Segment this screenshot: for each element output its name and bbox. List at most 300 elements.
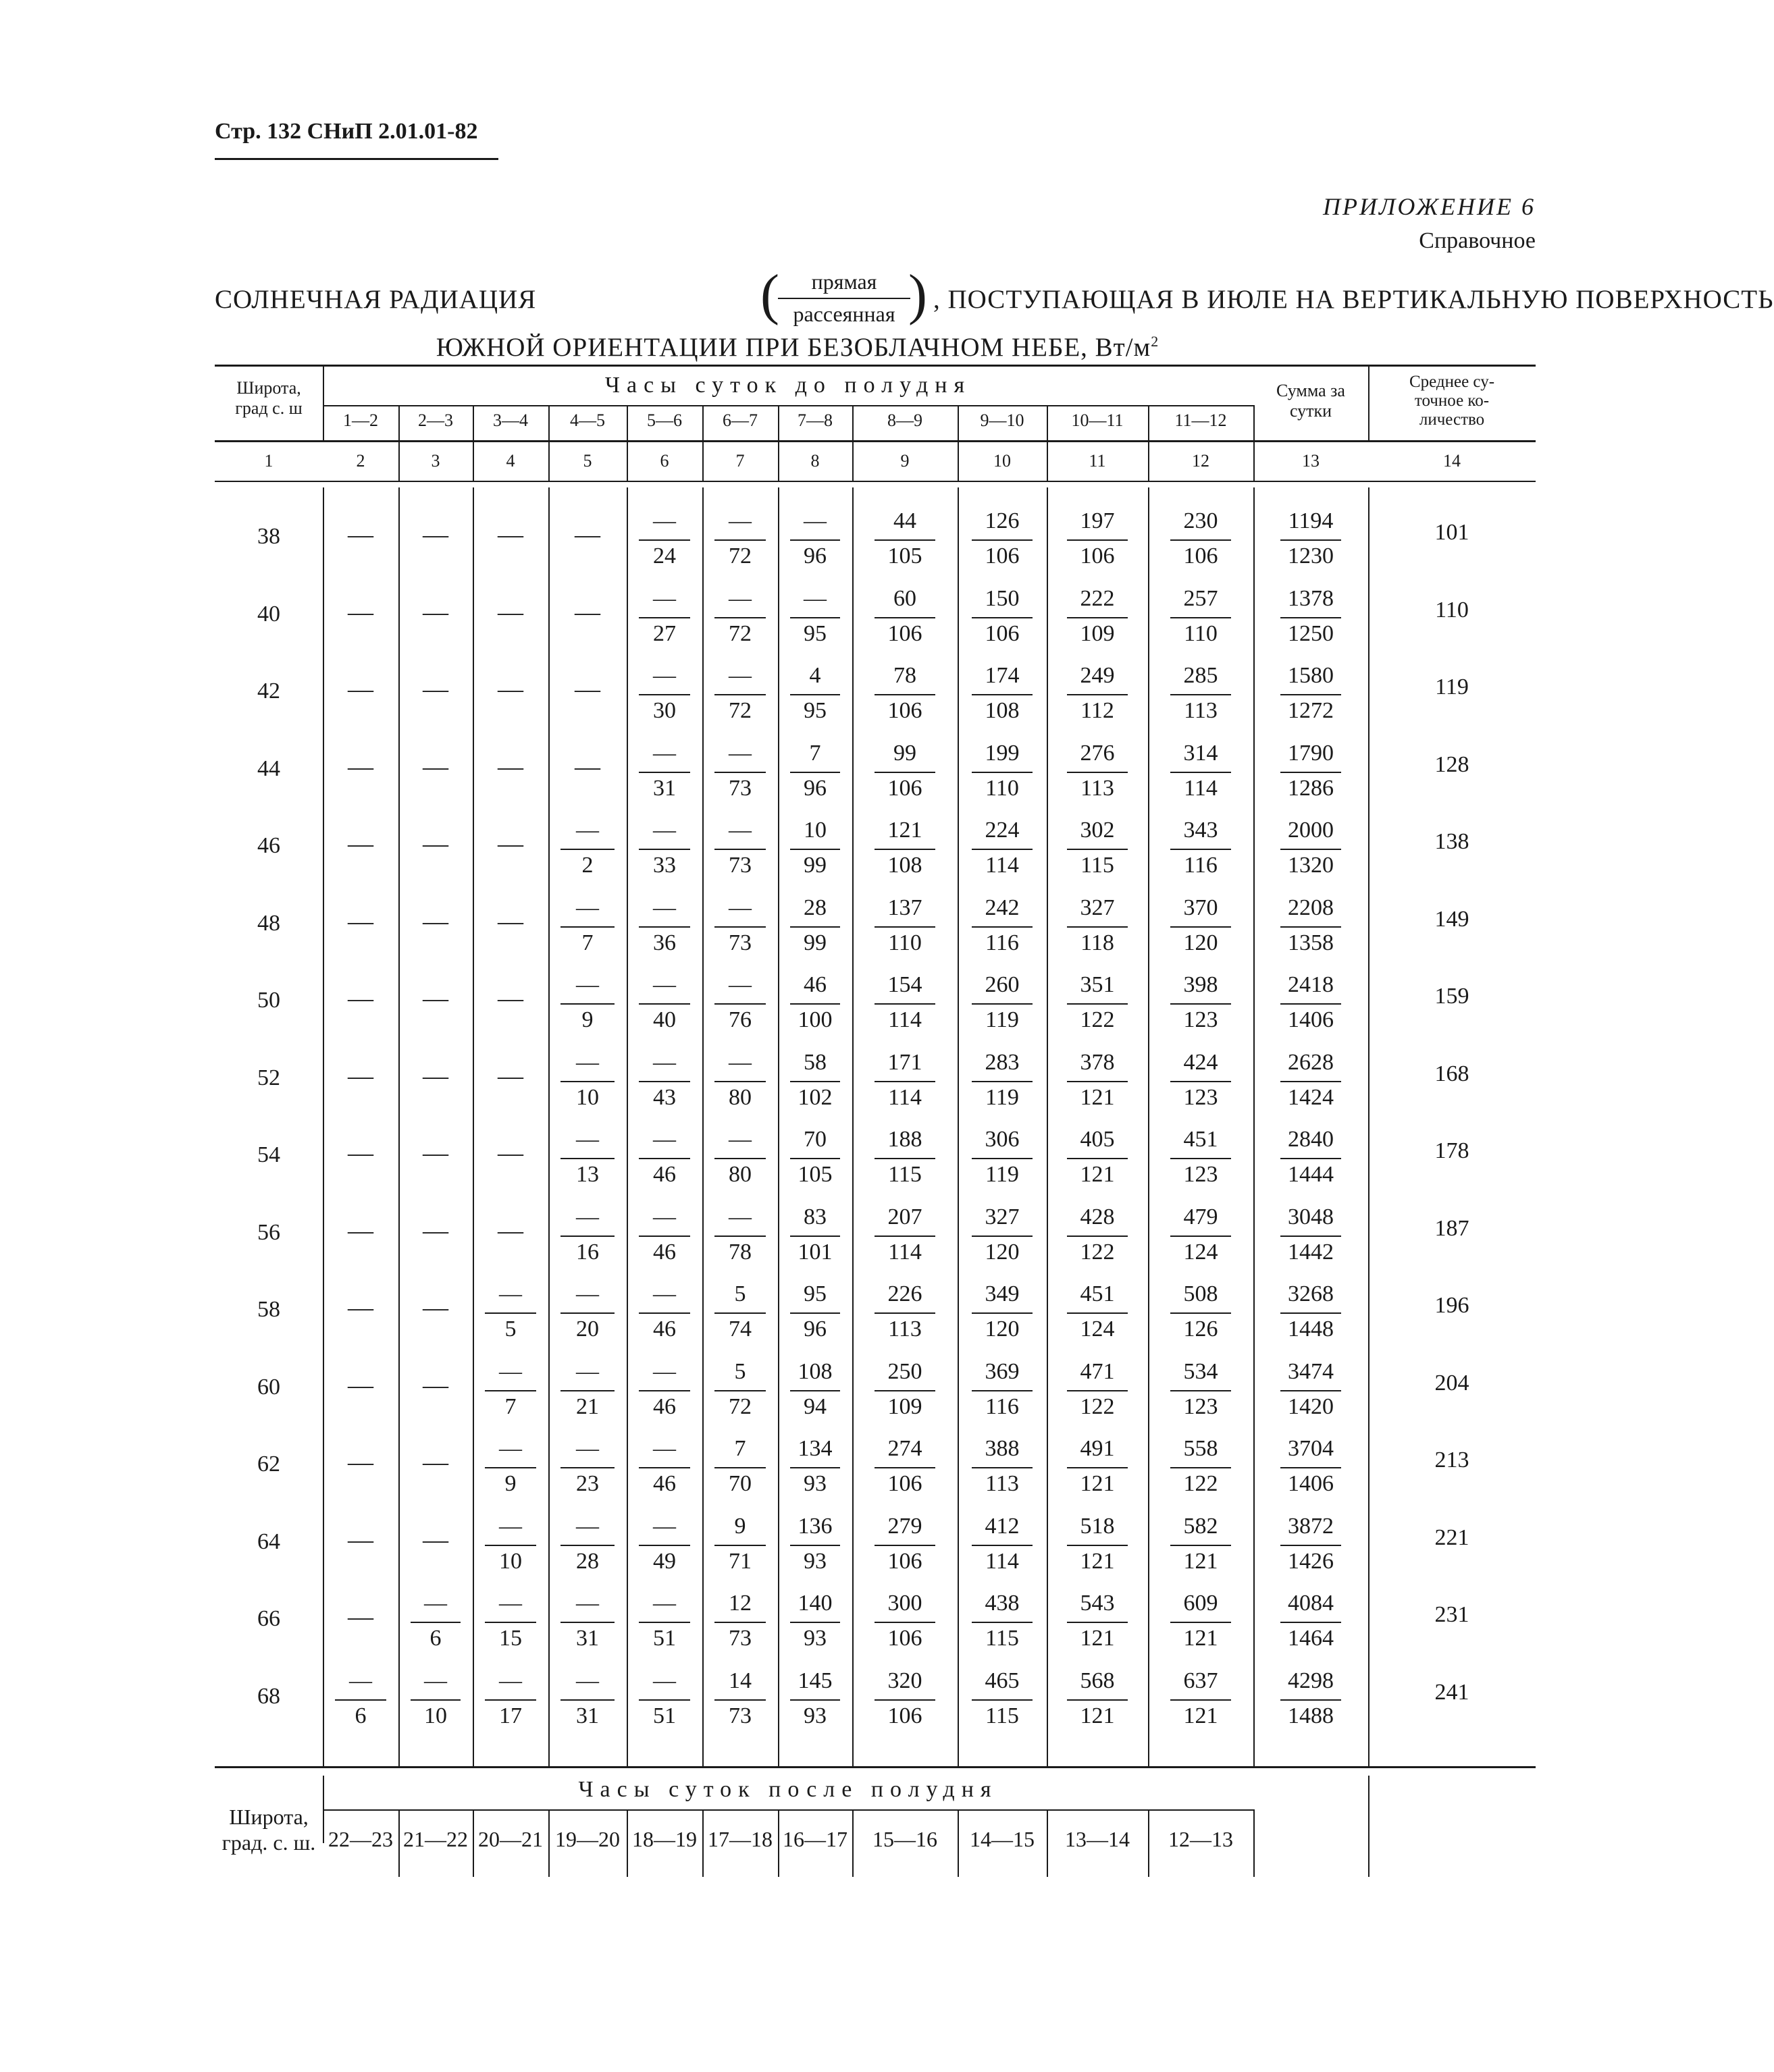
row-daily-average: 168 bbox=[1434, 1061, 1469, 1086]
direct-radiation-value: 609 bbox=[1183, 1591, 1218, 1616]
empty-value-dash: — bbox=[348, 1062, 373, 1090]
fraction-cell bbox=[1148, 1668, 1253, 1749]
fraction-cell bbox=[702, 1204, 778, 1285]
empty-value-dash: — bbox=[498, 1217, 523, 1245]
diffuse-radiation-value: 110 bbox=[985, 776, 1019, 801]
direct-radiation-value: 370 bbox=[1183, 895, 1218, 920]
fraction-cell bbox=[627, 1358, 702, 1439]
diffuse-radiation-value: 121 bbox=[1183, 1549, 1218, 1574]
footer-latitude-header-line: град. с. ш. bbox=[221, 1830, 316, 1855]
diffuse-radiation-value: 96 bbox=[804, 543, 827, 568]
fraction-line bbox=[972, 617, 1033, 618]
fraction-cell bbox=[1047, 1204, 1148, 1285]
fraction-line bbox=[1067, 694, 1128, 695]
fraction-cell bbox=[1253, 1513, 1368, 1594]
diffuse-radiation-value: 33 bbox=[653, 853, 676, 878]
direct-radiation-value: 257 bbox=[1183, 586, 1218, 611]
fraction-cell bbox=[548, 1435, 627, 1516]
table-bottom-rule bbox=[215, 1766, 1536, 1768]
diffuse-radiation-value: 109 bbox=[887, 1394, 922, 1419]
fraction-cell bbox=[1148, 1590, 1253, 1671]
direct-radiation-value: 451 bbox=[1183, 1127, 1218, 1152]
fraction-cell bbox=[852, 585, 958, 666]
direct-radiation-value: — bbox=[653, 818, 676, 843]
empty-value-dash: — bbox=[348, 984, 373, 1013]
direct-radiation-value: 145 bbox=[798, 1668, 833, 1693]
fraction-cell bbox=[852, 1049, 958, 1130]
row-daily-average: 149 bbox=[1434, 907, 1469, 932]
fraction-cell bbox=[702, 662, 778, 743]
diffuse-radiation-value: 46 bbox=[653, 1240, 676, 1265]
fraction-line bbox=[714, 1390, 766, 1391]
direct-radiation-value: 534 bbox=[1183, 1359, 1218, 1384]
diffuse-radiation-value: 99 bbox=[804, 930, 827, 955]
empty-value-dash: — bbox=[348, 1371, 373, 1400]
column-number: 1 bbox=[264, 451, 273, 471]
fraction-cell bbox=[1253, 740, 1368, 821]
empty-value-dash: — bbox=[423, 521, 448, 549]
diffuse-radiation-value: 114 bbox=[888, 1085, 922, 1110]
fraction-cell bbox=[627, 1513, 702, 1594]
direct-radiation-value: 7 bbox=[809, 741, 821, 766]
fraction-cell bbox=[702, 1281, 778, 1362]
fraction-cell bbox=[1047, 1513, 1148, 1594]
diffuse-radiation-value: 94 bbox=[804, 1394, 827, 1419]
diffuse-radiation-value: 72 bbox=[729, 621, 752, 646]
direct-radiation-value: — bbox=[729, 741, 752, 766]
fraction-line bbox=[639, 1236, 690, 1237]
fraction-line bbox=[335, 1699, 386, 1701]
fraction-cell bbox=[958, 508, 1047, 589]
fraction-cell bbox=[323, 1668, 398, 1749]
fraction-line bbox=[560, 1699, 615, 1701]
fraction-cell bbox=[852, 817, 958, 898]
direct-radiation-value: — bbox=[424, 1668, 447, 1693]
fraction-line bbox=[1067, 1003, 1128, 1005]
diffuse-radiation-value: 121 bbox=[1080, 1626, 1115, 1651]
direct-radiation-value: 518 bbox=[1080, 1514, 1115, 1539]
fraction-line bbox=[485, 1467, 536, 1468]
fraction-cell bbox=[852, 1204, 958, 1285]
diffuse-radiation-value: 21 bbox=[576, 1394, 599, 1419]
direct-radiation-value: 582 bbox=[1183, 1514, 1218, 1539]
fraction-cell bbox=[778, 1435, 852, 1516]
footer-hour-interval: 14—15 bbox=[970, 1827, 1035, 1851]
row-daily-average: 231 bbox=[1434, 1602, 1469, 1627]
footer-hour-interval: 15—16 bbox=[872, 1827, 937, 1851]
fraction-cell bbox=[778, 1590, 852, 1671]
row-daily-average: 138 bbox=[1434, 829, 1469, 854]
row-daily-average: 178 bbox=[1434, 1138, 1469, 1163]
fraction-cell bbox=[398, 1590, 473, 1671]
fraction-line bbox=[1280, 1158, 1341, 1159]
empty-value-dash: — bbox=[423, 1448, 448, 1477]
direct-radiation-value: — bbox=[499, 1436, 522, 1461]
fraction-line bbox=[714, 772, 766, 773]
hour-interval-header: 7—8 bbox=[798, 410, 833, 430]
fraction-cell bbox=[398, 1668, 473, 1749]
fraction-cell bbox=[1253, 662, 1368, 743]
diffuse-radiation-value: 123 bbox=[1183, 1394, 1218, 1419]
diffuse-radiation-value: 119 bbox=[985, 1162, 1019, 1187]
direct-radiation-value: 300 bbox=[887, 1591, 922, 1616]
diffuse-radiation-value: 116 bbox=[985, 1394, 1019, 1419]
fraction-line bbox=[639, 1312, 690, 1314]
fraction-cell bbox=[778, 895, 852, 976]
direct-radiation-value: — bbox=[576, 818, 599, 843]
direct-radiation-value: 306 bbox=[985, 1127, 1020, 1152]
fraction-line bbox=[790, 1003, 840, 1005]
diffuse-radiation-value: 126 bbox=[1183, 1317, 1218, 1342]
diffuse-radiation-value: 23 bbox=[576, 1471, 599, 1496]
direct-radiation-value: — bbox=[576, 1591, 599, 1616]
page-header: Стр. 132 СНиП 2.01.01-82 bbox=[215, 119, 478, 144]
diffuse-radiation-value: 74 bbox=[729, 1317, 752, 1342]
direct-radiation-value: — bbox=[576, 972, 599, 997]
fraction-cell bbox=[778, 1204, 852, 1285]
direct-radiation-value: — bbox=[576, 895, 599, 920]
diffuse-radiation-value: 101 bbox=[798, 1240, 833, 1265]
row-daily-average: 159 bbox=[1434, 984, 1469, 1009]
fraction-cell bbox=[1047, 1281, 1148, 1362]
column-number: 6 bbox=[660, 451, 669, 471]
direct-radiation-value: — bbox=[729, 818, 752, 843]
fraction-cell bbox=[1253, 817, 1368, 898]
direct-radiation-value: — bbox=[729, 586, 752, 611]
footer-hour-interval: 12—13 bbox=[1168, 1827, 1233, 1851]
fraction-line bbox=[790, 1699, 840, 1701]
fraction-cell bbox=[958, 1281, 1047, 1362]
fraction-line bbox=[639, 1003, 690, 1005]
table-title bbox=[215, 263, 1774, 334]
daily-average-header-line: точное ко- bbox=[1414, 392, 1490, 410]
fraction-line bbox=[790, 849, 840, 850]
fraction-cell bbox=[702, 508, 778, 589]
group-underline bbox=[323, 405, 1253, 406]
diffuse-radiation-value: 51 bbox=[653, 1626, 676, 1651]
column-number-rule bbox=[215, 481, 1536, 482]
empty-value-dash: — bbox=[498, 984, 523, 1013]
fraction-cell bbox=[627, 585, 702, 666]
diffuse-radiation-value: 122 bbox=[1080, 1394, 1115, 1419]
fraction-line bbox=[1280, 926, 1341, 928]
diffuse-radiation-value: 7 bbox=[504, 1394, 517, 1419]
fraction-cell bbox=[702, 1358, 778, 1439]
empty-value-dash: — bbox=[423, 1294, 448, 1322]
row-daily-average: 241 bbox=[1434, 1680, 1469, 1705]
fraction-cell bbox=[958, 585, 1047, 666]
fraction-line bbox=[1170, 1003, 1231, 1005]
daily-average-header bbox=[1368, 373, 1536, 429]
fraction-cell bbox=[1047, 895, 1148, 976]
empty-value-dash: — bbox=[348, 1526, 373, 1554]
direct-radiation-value: 279 bbox=[887, 1514, 922, 1539]
fraction-line bbox=[1067, 1390, 1128, 1391]
footer-hour-interval: 16—17 bbox=[783, 1827, 847, 1851]
fraction-line bbox=[560, 1236, 615, 1237]
diffuse-radiation-value: 106 bbox=[887, 1703, 922, 1728]
fraction-cell bbox=[1253, 895, 1368, 976]
fraction-line bbox=[790, 1236, 840, 1237]
fraction-line bbox=[1280, 1081, 1341, 1082]
fraction-cell bbox=[548, 1049, 627, 1130]
direct-radiation-value: 197 bbox=[1080, 508, 1115, 533]
direct-radiation-value: 388 bbox=[985, 1436, 1020, 1461]
direct-radiation-value: 276 bbox=[1080, 741, 1115, 766]
diffuse-radiation-value: 106 bbox=[985, 543, 1020, 568]
fraction-line bbox=[1170, 1236, 1231, 1237]
diffuse-radiation-value: 73 bbox=[729, 853, 752, 878]
fraction-cell bbox=[548, 972, 627, 1053]
direct-radiation-value: — bbox=[653, 1668, 676, 1693]
direct-radiation-value: 424 bbox=[1183, 1050, 1218, 1075]
direct-radiation-value: 140 bbox=[798, 1591, 833, 1616]
empty-value-dash: — bbox=[348, 1217, 373, 1245]
direct-radiation-value: — bbox=[729, 508, 752, 533]
direct-radiation-value: 4084 bbox=[1288, 1591, 1334, 1616]
diffuse-radiation-value: 1426 bbox=[1288, 1549, 1334, 1574]
diffuse-radiation-value: 31 bbox=[576, 1703, 599, 1728]
row-latitude: 46 bbox=[257, 833, 280, 858]
diffuse-radiation-value: 28 bbox=[576, 1549, 599, 1574]
diffuse-radiation-value: 100 bbox=[798, 1007, 833, 1032]
fraction-line bbox=[714, 617, 766, 618]
footer-latitude-header-line: Широта, bbox=[229, 1805, 309, 1829]
direct-radiation-value: 465 bbox=[985, 1668, 1020, 1693]
hour-interval-header: 4—5 bbox=[570, 410, 605, 430]
direct-radiation-value: 1378 bbox=[1288, 586, 1334, 611]
column-number: 10 bbox=[993, 451, 1011, 471]
empty-value-dash: — bbox=[423, 1062, 448, 1090]
direct-radiation-value: — bbox=[653, 741, 676, 766]
direct-radiation-value: 9 bbox=[734, 1514, 746, 1539]
fraction-cell bbox=[702, 740, 778, 821]
diffuse-radiation-value: 115 bbox=[985, 1703, 1019, 1728]
direct-radiation-value: — bbox=[653, 1281, 676, 1306]
direct-radiation-value: — bbox=[729, 895, 752, 920]
row-daily-average: 213 bbox=[1434, 1447, 1469, 1472]
fraction-cell bbox=[1148, 1281, 1253, 1362]
row-latitude: 40 bbox=[257, 602, 280, 627]
fraction-line bbox=[639, 539, 690, 541]
fraction-line bbox=[1280, 1467, 1341, 1468]
footer-hour-interval: 21—22 bbox=[403, 1827, 468, 1851]
diffuse-radiation-value: 106 bbox=[887, 1626, 922, 1651]
fraction-cell bbox=[1148, 508, 1253, 589]
diffuse-radiation-value: 49 bbox=[653, 1549, 676, 1574]
diffuse-radiation-value: 51 bbox=[653, 1703, 676, 1728]
direct-radiation-value: 4 bbox=[809, 663, 821, 688]
fraction-cell bbox=[548, 895, 627, 976]
direct-radiation-value: — bbox=[729, 1050, 752, 1075]
direct-radiation-value: 451 bbox=[1080, 1281, 1115, 1306]
diffuse-radiation-value: 106 bbox=[887, 776, 922, 801]
row-daily-average: 204 bbox=[1434, 1371, 1469, 1396]
fraction-cell bbox=[627, 1204, 702, 1285]
direct-radiation-value: 126 bbox=[985, 508, 1020, 533]
direct-radiation-value: 121 bbox=[887, 818, 922, 843]
row-latitude: 66 bbox=[257, 1606, 280, 1631]
fraction-cell bbox=[778, 1049, 852, 1130]
fraction-line bbox=[1067, 772, 1128, 773]
reference-label: Справочное bbox=[1419, 228, 1536, 253]
diffuse-radiation-value: 73 bbox=[729, 1703, 752, 1728]
row-latitude: 38 bbox=[257, 524, 280, 549]
fraction-line bbox=[714, 1081, 766, 1082]
diffuse-radiation-value: 108 bbox=[887, 853, 922, 878]
fraction-cell bbox=[1148, 740, 1253, 821]
diffuse-radiation-value: 115 bbox=[1080, 853, 1114, 878]
fraction-line bbox=[875, 539, 935, 541]
direct-radiation-value: 327 bbox=[1080, 895, 1115, 920]
fraction-line bbox=[1170, 539, 1231, 541]
direct-radiation-value: 491 bbox=[1080, 1436, 1115, 1461]
header-rule bbox=[215, 158, 498, 160]
fraction-line bbox=[875, 1622, 935, 1623]
fraction-cell bbox=[778, 1358, 852, 1439]
diffuse-radiation-value: 1320 bbox=[1288, 853, 1334, 878]
empty-value-dash: — bbox=[423, 907, 448, 936]
diffuse-radiation-value: 114 bbox=[888, 1007, 922, 1032]
fraction-line bbox=[875, 694, 935, 695]
fraction-cell bbox=[627, 1281, 702, 1362]
fraction-line bbox=[714, 1545, 766, 1546]
fraction-line bbox=[790, 694, 840, 695]
fraction-line bbox=[1170, 1699, 1231, 1701]
title-fraction bbox=[760, 263, 928, 334]
direct-radiation-value: — bbox=[499, 1668, 522, 1693]
fraction-numerator: прямая bbox=[811, 269, 877, 294]
fraction-line bbox=[972, 849, 1033, 850]
direct-radiation-value: 2628 bbox=[1288, 1050, 1334, 1075]
row-daily-average: 196 bbox=[1434, 1293, 1469, 1318]
daily-average-header-line: личество bbox=[1419, 410, 1485, 429]
fraction-cell bbox=[958, 1358, 1047, 1439]
fraction-line bbox=[1280, 1699, 1341, 1701]
empty-value-dash: — bbox=[348, 907, 373, 936]
diffuse-radiation-value: 106 bbox=[887, 621, 922, 646]
fraction-cell bbox=[1253, 972, 1368, 1053]
direct-radiation-value: 250 bbox=[887, 1359, 922, 1384]
fraction-line bbox=[790, 539, 840, 541]
column-number: 8 bbox=[810, 451, 820, 471]
fraction-cell bbox=[1253, 1435, 1368, 1516]
diffuse-radiation-value: 46 bbox=[653, 1317, 676, 1342]
empty-value-dash: — bbox=[423, 1526, 448, 1554]
row-latitude: 68 bbox=[257, 1684, 280, 1709]
diffuse-radiation-value: 93 bbox=[804, 1703, 827, 1728]
direct-radiation-value: — bbox=[804, 508, 827, 533]
fraction-cell bbox=[1253, 585, 1368, 666]
fraction-line bbox=[714, 1622, 766, 1623]
fraction-line bbox=[790, 1467, 840, 1468]
diffuse-radiation-value: 1406 bbox=[1288, 1471, 1334, 1496]
fraction-cell bbox=[852, 1126, 958, 1207]
fraction-line bbox=[972, 1236, 1033, 1237]
diffuse-radiation-value: 36 bbox=[653, 930, 676, 955]
fraction-cell bbox=[1148, 1435, 1253, 1516]
fraction-line bbox=[485, 1312, 536, 1314]
hour-interval-header: 3—4 bbox=[493, 410, 528, 430]
direct-radiation-value: 378 bbox=[1080, 1050, 1115, 1075]
direct-radiation-value: 230 bbox=[1183, 508, 1218, 533]
empty-value-dash: — bbox=[423, 1139, 448, 1167]
fraction-line bbox=[1170, 1545, 1231, 1546]
diffuse-radiation-value: 73 bbox=[729, 776, 752, 801]
diffuse-radiation-value: 114 bbox=[888, 1240, 922, 1265]
diffuse-radiation-value: 122 bbox=[1080, 1240, 1115, 1265]
hour-interval-header: 6—7 bbox=[723, 410, 758, 430]
fraction-cell bbox=[702, 585, 778, 666]
direct-radiation-value: 10 bbox=[804, 818, 827, 843]
fraction-line bbox=[972, 1158, 1033, 1159]
fraction-cell bbox=[1148, 1358, 1253, 1439]
diffuse-radiation-value: 99 bbox=[804, 853, 827, 878]
diffuse-radiation-value: 116 bbox=[985, 930, 1019, 955]
fraction-line bbox=[1067, 539, 1128, 541]
diffuse-radiation-value: 123 bbox=[1183, 1162, 1218, 1187]
direct-radiation-value: — bbox=[653, 1436, 676, 1461]
fraction-line bbox=[485, 1545, 536, 1546]
fraction-cell bbox=[702, 817, 778, 898]
diffuse-radiation-value: 72 bbox=[729, 698, 752, 723]
direct-radiation-value: — bbox=[653, 895, 676, 920]
diffuse-radiation-value: 106 bbox=[985, 621, 1020, 646]
fraction-line bbox=[714, 1312, 766, 1314]
direct-radiation-value: 83 bbox=[804, 1204, 827, 1229]
fraction-cell bbox=[627, 740, 702, 821]
fraction-line bbox=[639, 617, 690, 618]
fraction-line bbox=[875, 1312, 935, 1314]
row-daily-average: 128 bbox=[1434, 752, 1469, 777]
direct-radiation-value: 70 bbox=[804, 1127, 827, 1152]
fraction-line bbox=[639, 1467, 690, 1468]
direct-radiation-value: — bbox=[653, 663, 676, 688]
diffuse-radiation-value: 121 bbox=[1080, 1549, 1115, 1574]
empty-value-dash: — bbox=[498, 830, 523, 858]
fraction-cell bbox=[1047, 508, 1148, 589]
diffuse-radiation-value: 1230 bbox=[1288, 543, 1334, 568]
direct-radiation-value: 2208 bbox=[1288, 895, 1334, 920]
direct-radiation-value: 274 bbox=[887, 1436, 922, 1461]
diffuse-radiation-value: 46 bbox=[653, 1162, 676, 1187]
fraction-cell bbox=[1047, 1668, 1148, 1749]
row-latitude: 54 bbox=[257, 1142, 280, 1167]
fraction-cell bbox=[1148, 662, 1253, 743]
fraction-line bbox=[1067, 1545, 1128, 1546]
fraction-cell bbox=[1047, 1590, 1148, 1671]
fraction-cell bbox=[778, 1126, 852, 1207]
diffuse-radiation-value: 123 bbox=[1183, 1007, 1218, 1032]
diffuse-radiation-value: 73 bbox=[729, 930, 752, 955]
fraction-line bbox=[714, 849, 766, 850]
direct-radiation-value: — bbox=[729, 663, 752, 688]
fraction-line bbox=[972, 1003, 1033, 1005]
fraction-cell bbox=[1253, 1281, 1368, 1362]
daily-sum-header bbox=[1253, 381, 1368, 421]
direct-radiation-value: 78 bbox=[893, 663, 916, 688]
direct-radiation-value: 207 bbox=[887, 1204, 922, 1229]
direct-radiation-value: 302 bbox=[1080, 818, 1115, 843]
row-daily-average: 221 bbox=[1434, 1525, 1469, 1550]
empty-value-dash: — bbox=[348, 675, 373, 703]
diffuse-radiation-value: 121 bbox=[1183, 1626, 1218, 1651]
diffuse-radiation-value: 119 bbox=[985, 1085, 1019, 1110]
diffuse-radiation-value: 1444 bbox=[1288, 1162, 1334, 1187]
fraction-line bbox=[1067, 617, 1128, 618]
direct-radiation-value: 7 bbox=[734, 1436, 746, 1461]
fraction-line bbox=[1280, 772, 1341, 773]
